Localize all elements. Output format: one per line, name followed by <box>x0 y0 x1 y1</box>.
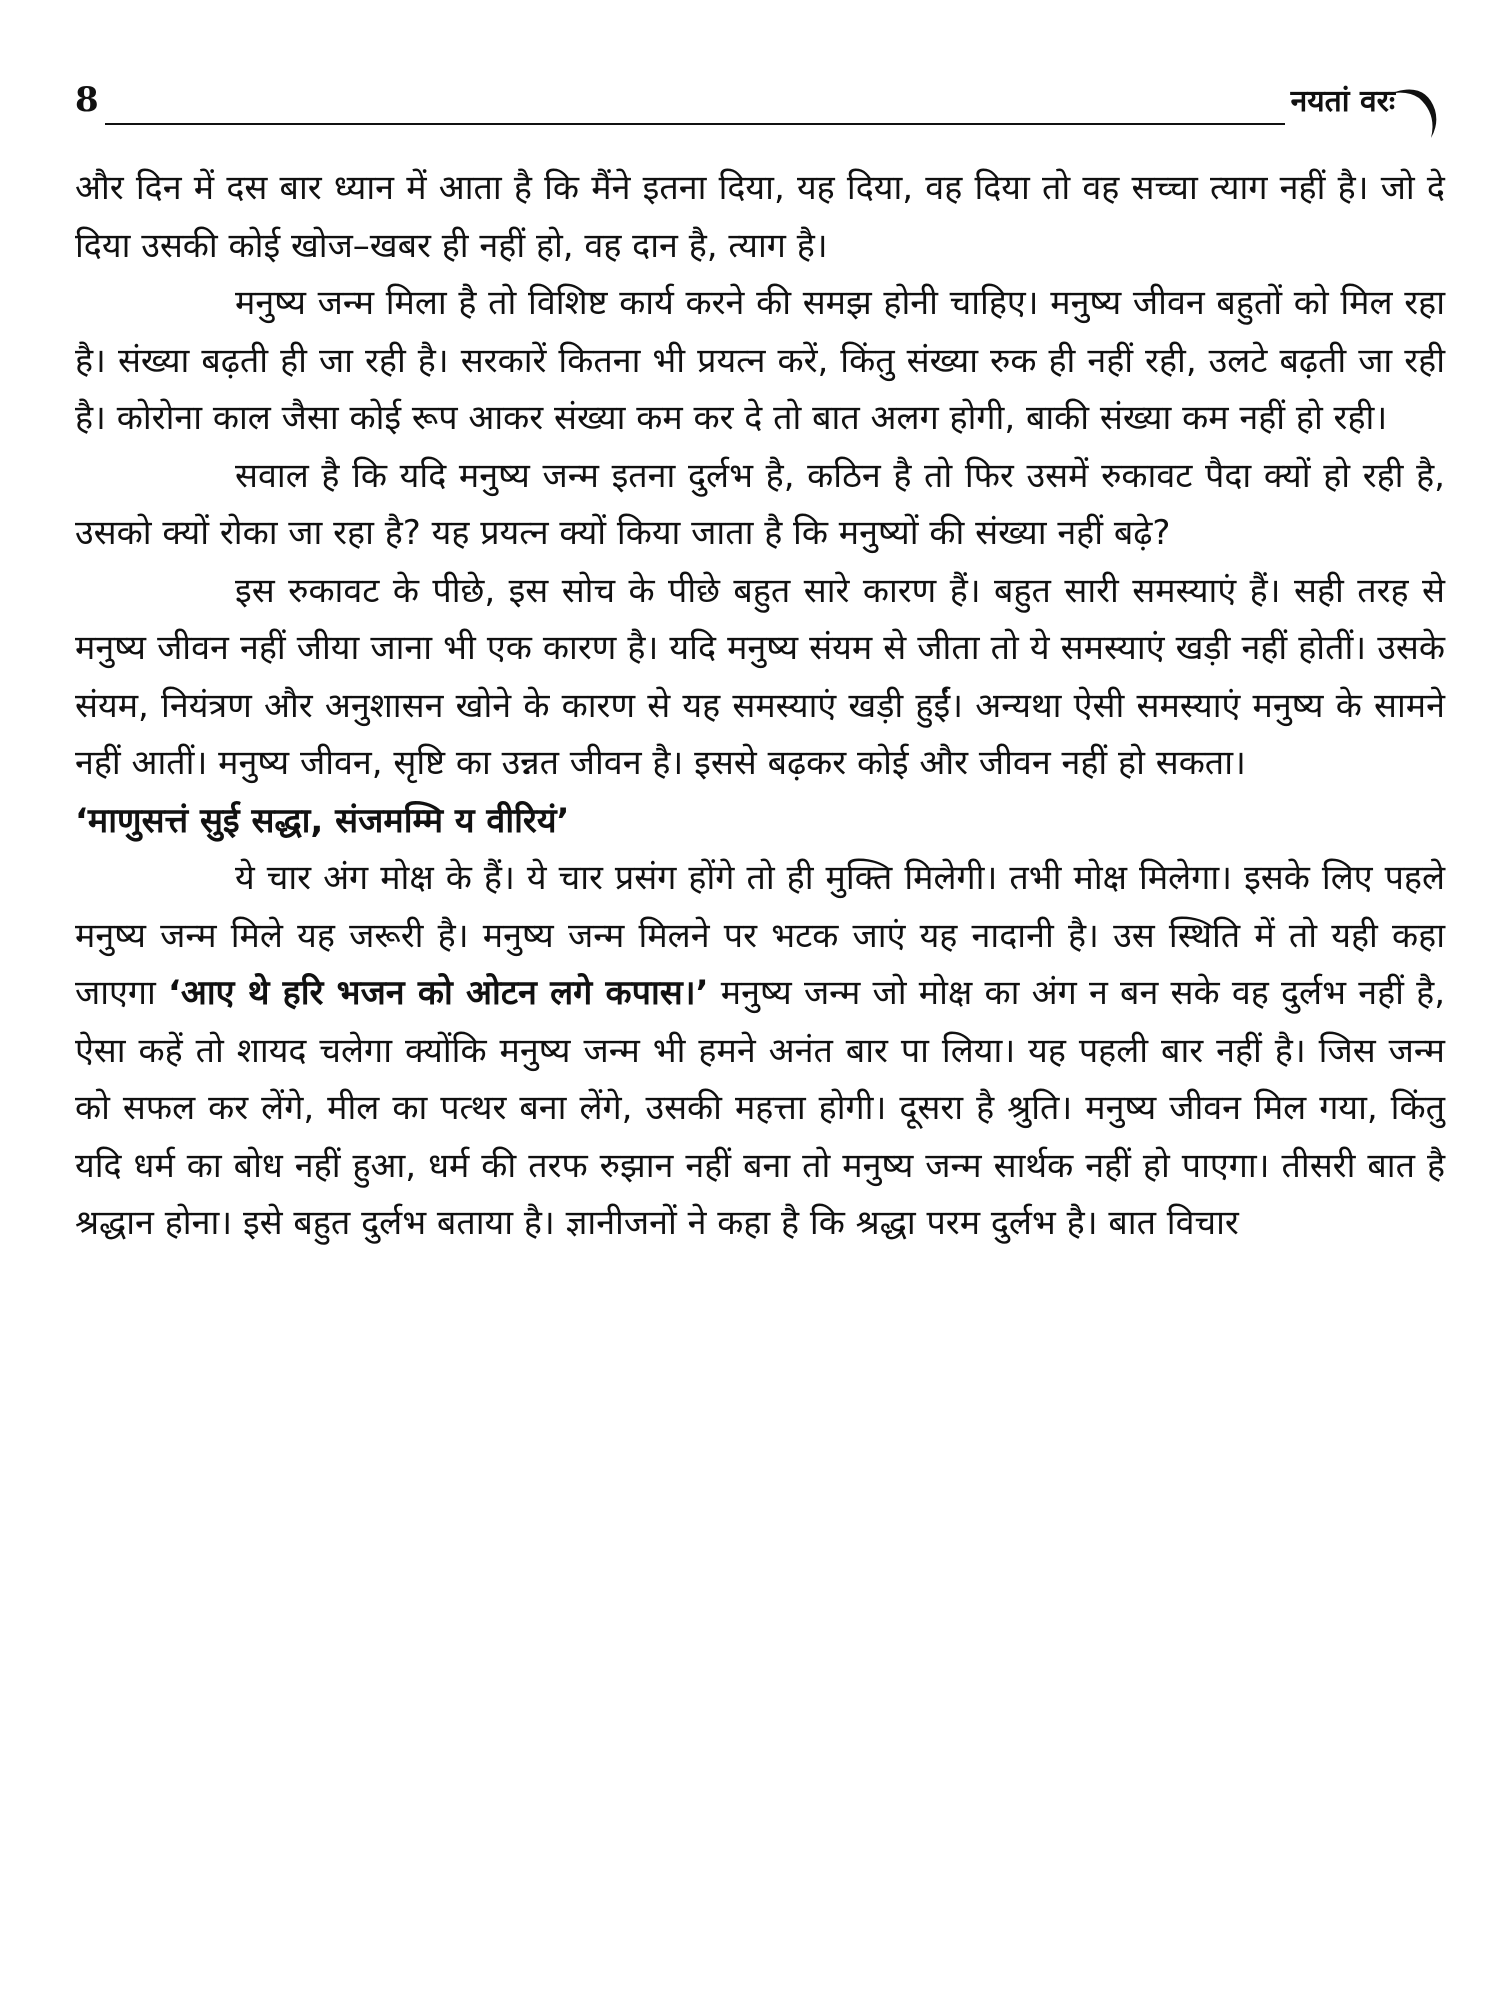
page-header <box>75 80 1445 140</box>
verse-heading: ‘माणुसत्तं सुई सद्धा, संजमम्मि य वीरियं’ <box>75 800 570 841</box>
header-rule <box>105 123 1285 125</box>
paragraph-4: इस रुकावट के पीछे, इस सोच के पीछे बहुत सारे कारण हैं। बहुत सारी समस्याएं हैं। सही तरह से मनुष्य जीवन नहीं जीया जाना भी एक कारण है। यदि मनुष्य संयम से जीता तो ये समस्याएं खड़ी नहीं होतीं। उसके संयम, नियंत्रण और अनुशासन खोने के कारण से यह समस्याएं खड़ी हुईं। अन्यथा ऐसी समस्याएं मनुष्य के सामने नहीं आतीं। मनुष्य जीवन, सृष्टि का उन्नत जीवन है। इससे बढ़कर कोई और जीवन नहीं हो सकता। <box>75 570 1445 783</box>
running-title: नयतां वरः <box>1290 84 1395 119</box>
proverb-quote: ‘आए थे हरि भजन को ओटन लगे कपास।’ <box>168 973 709 1013</box>
page-number: 8 <box>75 80 99 120</box>
paragraph-5-end: मनुष्य जन्म जो मोक्ष का अंग न बन सके वह दुर्लभ नहीं है, ऐसा कहें तो शायद चलेगा क्योंकि मनुष्य जन्म भी हमने अनंत बार पा लिया। यह पहली बार नहीं है। जिस जन्म को सफल कर लेंगे, मील का पत्थर बना लेंगे, उसकी महत्ता होगी। दूसरा है श्रुति। मनुष्य जीवन मिल गया, किंतु यदि धर्म का बोध नहीं हुआ, धर्म की तरफ रुझान नहीं बना तो मनुष्य जन्म सार्थक नहीं हो पाएगा। तीसरी बात है श्रद्धान होना। इसे बहुत दुर्लभ बताया है। ज्ञानीजनों ने कहा है कि श्रद्धा परम दुर्लभ है। बात विचार <box>75 973 1446 1243</box>
page-body <box>75 160 1445 1253</box>
paragraph-2: मनुष्य जन्म मिला है तो विशिष्ट कार्य करने की समझ होनी चाहिए। मनुष्य जीवन बहुतों को मिल रहा है। संख्या बढ़ती ही जा रही है। सरकारें कितना भी प्रयत्न करें, किंतु संख्या रुक ही नहीं रही, उलटे बढ़ती जा रही है। कोरोना काल जैसा कोई रूप आकर संख्या कम कर दे तो बात अलग होगी, बाकी संख्या कम नहीं हो रही। <box>75 283 1445 438</box>
paragraph-1: और दिन में दस बार ध्यान में आता है कि मैंने इतना दिया, यह दिया, वह दिया तो वह सच्चा त्याग नहीं है। जो दे दिया उसकी कोई खोज–खबर ही नहीं हो, वह दान है, त्याग है। <box>75 168 1445 266</box>
paragraph-5 <box>75 850 1445 1253</box>
decorative-swoosh-icon <box>1385 80 1445 140</box>
paragraph-3: सवाल है कि यदि मनुष्य जन्म इतना दुर्लभ है, कठिन है तो फिर उसमें रुकावट पैदा क्यों हो रही है, उसको क्यों रोका जा रहा है? यह प्रयत्न क्यों किया जाता है कि मनुष्यों की संख्या नहीं बढ़े? <box>75 455 1445 553</box>
paragraph-5-start: ये चार अंग मोक्ष के हैं। ये चार प्रसंग होंगे तो ही मुक्ति मिलेगी। तभी मोक्ष मिलेगा। इसके लिए पहले मनुष्य जन्म मिले यह जरूरी है। मनुष्य जन्म मिलने पर भटक जाएं यह नादानी है। उस स्थिति में तो यही कहा जाएगा <box>75 858 1445 1013</box>
